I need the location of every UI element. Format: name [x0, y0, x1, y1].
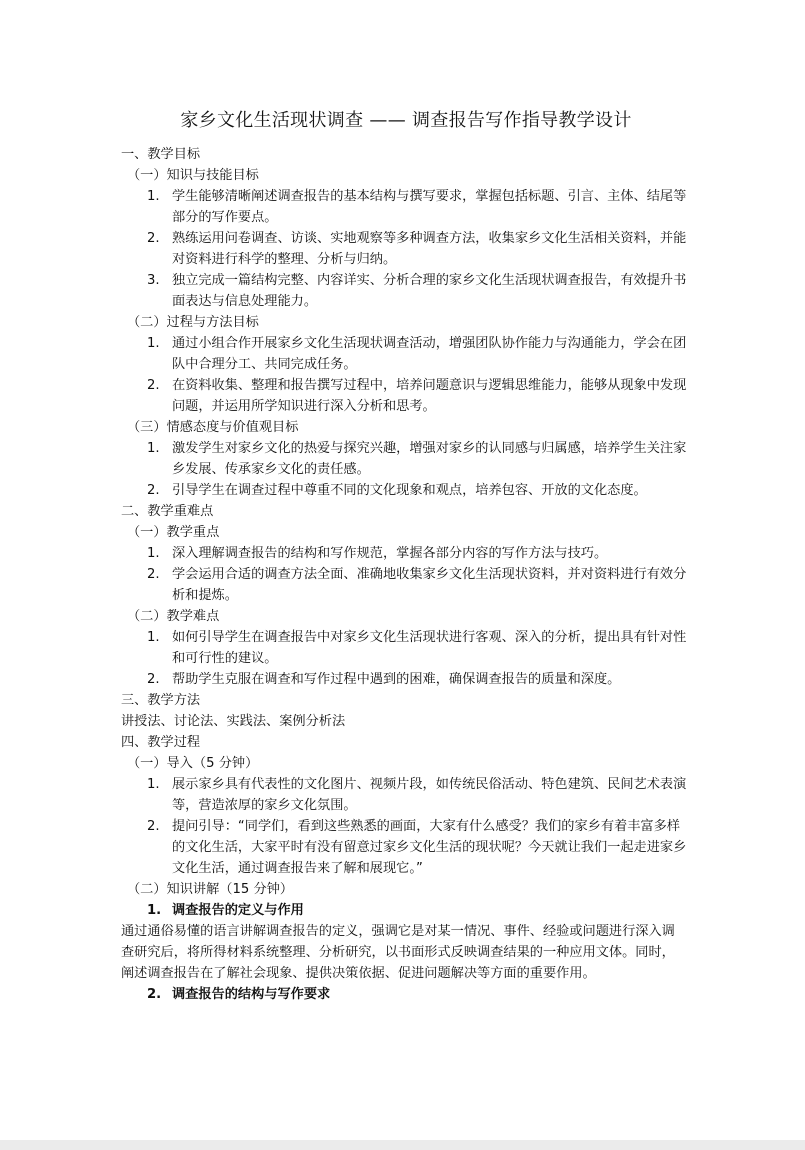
list-item-text: 调查报告的定义与作用 [172, 903, 304, 918]
subsection-heading: （三）情感态度与价值观目标 [127, 420, 299, 435]
paragraph: 通过通俗易懂的语言讲解调查报告的定义，强调它是对某一情况、事件、经验或问题进行深入调查研究后，将所得材料系统整理、分析研究，以书面形式反映调查结果的一种应用文体。同时，阐述调查报告在了解社会现象、提供决策依据、促进问题解决等方面的重要作用。 [121, 924, 675, 981]
list-number: 2. [147, 987, 162, 1002]
list-item-text: 学会运用合适的调查方法全面、准确地收集家乡文化生活现状资料，并对资料进行有效分析和提炼。 [172, 567, 687, 603]
list-number: 1. [147, 189, 160, 204]
list-item [121, 543, 687, 564]
list-number: 2. [147, 483, 160, 498]
list-number: 1. [147, 777, 160, 792]
page-title: 家乡文化生活现状调查 —— 调查报告写作指导教学设计 [180, 110, 632, 131]
list-number: 2. [147, 231, 160, 246]
subsection-heading: （二）知识讲解（15 分钟） [127, 882, 294, 897]
list-item-text: 帮助学生克服在调查和写作过程中遇到的困难，确保调查报告的质量和深度。 [172, 672, 621, 687]
section-heading: 四、教学过程 [121, 735, 201, 750]
list-item [121, 816, 687, 879]
list-item [121, 669, 687, 690]
list-item-text: 调查报告的结构与写作要求 [172, 987, 331, 1002]
subsection-heading: （一）导入（5 分钟） [127, 756, 259, 771]
subsection-heading: （二）教学难点 [127, 609, 220, 624]
list-number: 1. [147, 630, 160, 645]
list-item [121, 333, 687, 375]
subsection-heading: （二）过程与方法目标 [127, 315, 259, 330]
bold-list-item [121, 984, 687, 1005]
list-item-text: 激发学生对家乡文化的热爱与探究兴趣，增强对家乡的认同感与归属感，培养学生关注家乡发展、传承家乡文化的责任感。 [172, 441, 687, 477]
list-number: 1. [147, 546, 160, 561]
section-heading: 一、教学目标 [121, 147, 201, 162]
list-number: 1. [147, 903, 162, 918]
list-item [121, 564, 687, 606]
subsection-heading: （一）知识与技能目标 [127, 168, 259, 183]
list-item-text: 通过小组合作开展家乡文化生活现状调查活动，增强团队协作能力与沟通能力，学会在团队中合理分工、共同完成任务。 [172, 336, 687, 372]
list-item [121, 270, 687, 312]
list-item-text: 如何引导学生在调查报告中对家乡文化生活现状进行客观、深入的分析，提出具有针对性和可行性的建议。 [172, 630, 687, 666]
list-item-text: 深入理解调查报告的结构和写作规范，掌握各部分内容的写作方法与技巧。 [172, 546, 608, 561]
list-number: 1. [147, 441, 160, 456]
list-item-text: 学生能够清晰阐述调查报告的基本结构与撰写要求，掌握包括标题、引言、主体、结尾等部分的写作要点。 [172, 189, 687, 225]
list-item [121, 627, 687, 669]
list-number: 2. [147, 567, 160, 582]
subsection-heading: （一）教学重点 [127, 525, 220, 540]
list-item [121, 375, 687, 417]
list-item [121, 774, 687, 816]
list-item-text: 在资料收集、整理和报告撰写过程中，培养问题意识与逻辑思维能力，能够从现象中发现问题，并运用所学知识进行深入分析和思考。 [172, 378, 687, 414]
section-heading: 二、教学重难点 [121, 504, 214, 519]
list-item-text: 熟练运用问卷调查、访谈、实地观察等多种调查方法，收集家乡文化生活相关资料，并能对资料进行科学的整理、分析与归纳。 [172, 231, 687, 267]
list-number: 3. [147, 273, 160, 288]
list-item [121, 480, 687, 501]
list-number: 1. [147, 336, 160, 351]
list-item [121, 438, 687, 480]
list-number: 2. [147, 819, 160, 834]
list-item-text: 提问引导：“同学们，看到这些熟悉的画面，大家有什么感受？我们的家乡有着丰富多样的文化生活，大家平时有没有留意过家乡文化生活的现状呢？今天就让我们一起走进家乡文化生活，通过调查报告来了解和展现它。” [172, 819, 687, 876]
section-heading: 三、教学方法 [121, 693, 201, 708]
list-number: 2. [147, 378, 160, 393]
list-item-text: 独立完成一篇结构完整、内容详实、分析合理的家乡文化生活现状调查报告，有效提升书面表达与信息处理能力。 [172, 273, 687, 309]
paragraph: 讲授法、讨论法、实践法、案例分析法 [121, 714, 346, 729]
list-number: 2. [147, 672, 160, 687]
document-body [121, 108, 687, 1005]
bold-list-item [121, 900, 687, 921]
list-item-text: 展示家乡具有代表性的文化图片、视频片段，如传统民俗活动、特色建筑、民间艺术表演等，营造浓厚的家乡文化氛围。 [172, 777, 687, 813]
list-item-text: 引导学生在调查过程中尊重不同的文化现象和观点，培养包容、开放的文化态度。 [172, 483, 647, 498]
list-item [121, 228, 687, 270]
list-item [121, 186, 687, 228]
